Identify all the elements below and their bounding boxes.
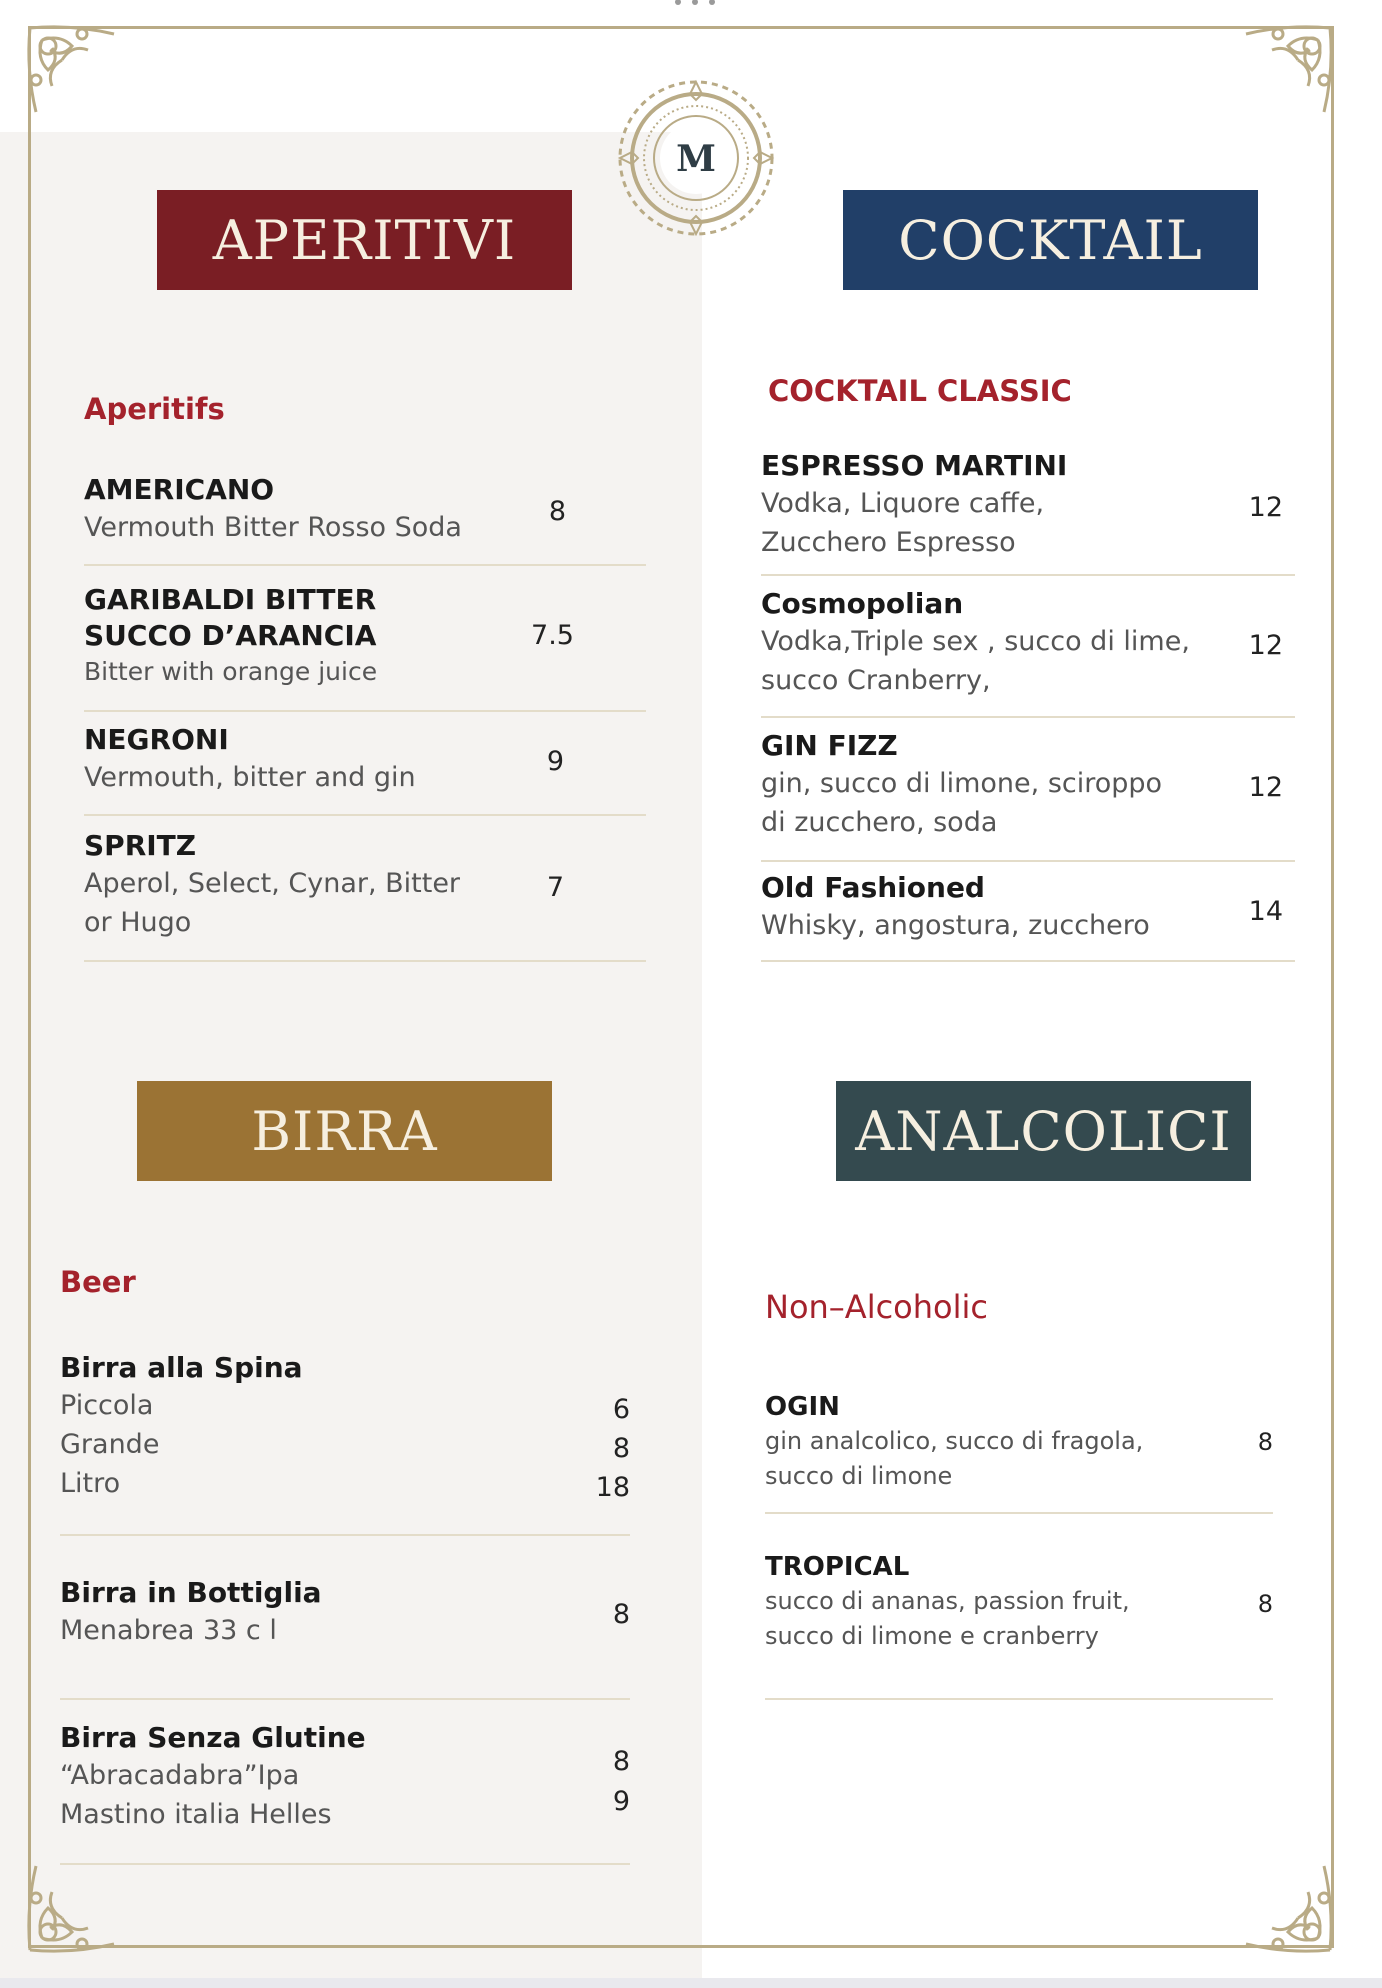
- menu-item-negroni: [84, 722, 646, 816]
- item-name: GARIBALDI BITTER SUCCO D’ARANCIA: [84, 583, 377, 652]
- item-desc: Vermouth, bitter and gin: [84, 762, 416, 793]
- item-price: 8: [612, 1433, 630, 1464]
- beer-group-spina: [60, 1350, 630, 1536]
- item-desc: gin, succo di limone, sciroppo di zucchero, soda: [761, 768, 1163, 838]
- menu-item-spritz: [84, 828, 646, 962]
- item-price: 9: [612, 1786, 630, 1817]
- menu-item-gin-fizz: [761, 728, 1295, 862]
- item-desc: Vodka,Triple sex , succo di lime, succo Cranberry,: [761, 626, 1190, 696]
- menu-item-tropical: [765, 1550, 1273, 1700]
- item-name: Birra Senza Glutine: [60, 1721, 366, 1754]
- item-line: Mastino italia Helles: [60, 1799, 332, 1830]
- aperitifs-subheading: Aperitifs: [84, 392, 225, 426]
- item-price: 8: [1257, 1590, 1273, 1618]
- item-name: Old Fashioned: [761, 871, 985, 904]
- corner-ornament-top-left: [22, 20, 132, 130]
- beer-group-senza-glutine: [60, 1720, 630, 1865]
- menu-item-garibaldi: [84, 582, 646, 712]
- item-price: 7: [546, 872, 564, 903]
- item-price: 6: [612, 1394, 630, 1425]
- beer-subheading: Beer: [60, 1265, 136, 1299]
- non-alcoholic-subheading: Non–Alcoholic: [765, 1288, 988, 1326]
- bottom-strip: [0, 1978, 1382, 1988]
- menu-item-ogin: [765, 1390, 1273, 1514]
- item-name: AMERICANO: [84, 473, 275, 506]
- item-price: 12: [1248, 772, 1283, 803]
- menu-item-old-fashioned: [761, 870, 1295, 962]
- item-price: 12: [1248, 492, 1283, 523]
- birra-banner: BIRRA: [137, 1081, 552, 1181]
- item-line: Grande: [60, 1429, 160, 1460]
- item-desc: gin analcolico, succo di fragola, succo di limone: [765, 1427, 1144, 1490]
- menu-item-americano: [84, 472, 646, 566]
- item-desc: Aperol, Select, Cynar, Bitter or Hugo: [84, 868, 461, 938]
- corner-ornament-top-right: [1228, 20, 1338, 130]
- item-name: NEGRONI: [84, 723, 229, 756]
- item-desc: Vermouth Bitter Rosso Soda: [84, 512, 462, 543]
- item-price: 9: [546, 746, 564, 777]
- item-line: Menabrea 33 c l: [60, 1615, 277, 1646]
- item-desc: succo di ananas, passion fruit, succo di limone e cranberry: [765, 1587, 1130, 1650]
- item-price: 8: [548, 496, 566, 527]
- beer-group-bottiglia: [60, 1575, 630, 1700]
- logo-letter: M: [676, 138, 716, 180]
- item-desc: Whisky, angostura, zucchero: [761, 910, 1150, 941]
- monogram-logo: [614, 76, 778, 240]
- cocktail-classic-subheading: COCKTAIL CLASSIC: [768, 374, 1072, 408]
- item-name: Birra in Bottiglia: [60, 1576, 322, 1609]
- item-price: 8: [1257, 1428, 1273, 1456]
- item-line: Litro: [60, 1468, 121, 1499]
- item-name: Birra alla Spina: [60, 1351, 303, 1384]
- item-desc: Vodka, Liquore caffe, Zucchero Espresso: [761, 488, 1045, 558]
- item-line: Piccola: [60, 1390, 154, 1421]
- menu-item-cosmopolian: [761, 586, 1295, 718]
- item-price: 18: [595, 1472, 630, 1503]
- menu-item-espresso-martini: [761, 448, 1295, 576]
- item-name: Cosmopolian: [761, 587, 964, 620]
- item-price: 12: [1248, 630, 1283, 661]
- analcolici-banner: ANALCOLICI: [836, 1081, 1251, 1181]
- item-desc: Bitter with orange juice: [84, 657, 378, 686]
- item-name: ESPRESSO MARTINI: [761, 449, 1068, 482]
- item-price: 14: [1248, 896, 1283, 927]
- item-line: “Abracadabra”Ipa: [60, 1760, 300, 1791]
- item-name: OGIN: [765, 1392, 840, 1422]
- item-price: 7.5: [531, 620, 574, 651]
- item-name: TROPICAL: [765, 1552, 910, 1582]
- top-dots-ornament: [672, 0, 718, 8]
- corner-ornament-bottom-right: [1228, 1848, 1338, 1958]
- aperitivi-banner: APERITIVI: [157, 190, 572, 290]
- item-price: 8: [612, 1599, 630, 1630]
- cocktail-banner: COCKTAIL: [843, 190, 1258, 290]
- item-name: SPRITZ: [84, 829, 197, 862]
- item-name: GIN FIZZ: [761, 729, 898, 762]
- item-price: 8: [612, 1746, 630, 1777]
